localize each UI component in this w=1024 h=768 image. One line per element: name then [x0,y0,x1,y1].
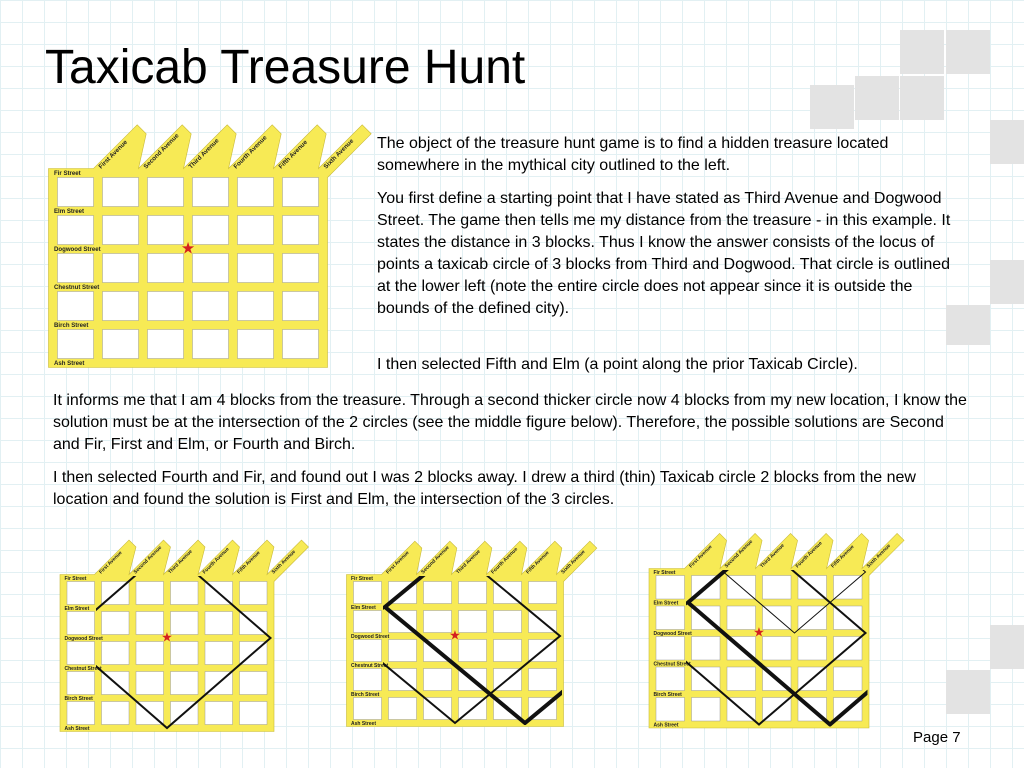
avenue-label: Third Avenue [759,542,786,570]
street-label: Birch Street [54,322,89,330]
avenue-label: Second Avenue [420,544,451,576]
city-block [834,667,863,691]
street-label: Ash Street [653,722,679,729]
street-label: Fir Street [653,569,676,576]
city-block [656,667,685,691]
avenue-label: Fifth Avenue [525,550,551,576]
second-circle-paragraph: It informs me that I am 4 blocks from the treasure. Through a second thicker circle now 4 blocks from my new location, I know the solution must be at the intersection of the 2 circles (see the middle figure below). Therefore, the possible solutions are Second and Fir, First and Elm, or Fourth and Birch. [53,392,967,453]
city-block [656,637,685,661]
avenue-label: Second Avenue [142,132,181,171]
street-label: Dogwood Street [653,630,692,637]
city-block [763,576,792,600]
avenue-label: Fifth Avenue [830,544,856,570]
street-label: Chestnut Street [653,661,691,668]
avenue-label: Fifth Avenue [277,138,310,171]
street-label: Elm Street [54,208,85,216]
star-marker: ★ [753,624,765,640]
avenue-label: Sixth Avenue [322,137,356,171]
page-number: Page 7 [913,729,961,746]
city-block [798,637,827,661]
street-label: Ash Street [351,720,377,727]
avenue-label: First Avenue [98,550,124,576]
starting-point-paragraph: You first define a starting point that I have stated as Third Avenue and Dogwood Street. The game then tells me my distance from the treasure - in this example. It states the distance in 3 blocks. Thus I know the answer consists of the locus of points a taxicab circle of 3 blocks from Third and Dogwood. That circle is outlined at the lower left (note the entire circle does not appear since it is outside the bounds of the defined city). [377,190,951,317]
avenue-label: First Avenue [97,138,130,171]
avenue-label: First Avenue [385,550,411,576]
street-label: Chestnut Street [54,284,100,292]
avenue-label: Fourth Avenue [201,546,231,576]
city-block [763,637,792,661]
city-block [727,667,756,691]
street-label: Dogwood Street [54,246,101,254]
avenue-label: Fourth Avenue [794,540,824,570]
city-block [727,606,756,630]
street-label: Elm Street [64,605,90,612]
slide-title: Taxicab Treasure Hunt [45,41,526,94]
street-label: Chestnut Street [64,665,102,672]
avenue-label: Third Avenue [167,548,194,576]
avenue-label: Sixth Avenue [865,543,893,570]
avenue-label: Third Avenue [455,548,482,576]
third-circle-paragraph: I then selected Fourth and Fir, and found out I was 2 blocks away. I drew a third (thin) Taxicab circle 2 blocks from the new location and found the solution is First and Elm, the intersection of the 3 circles. [53,469,916,508]
avenue-label: Fourth Avenue [490,546,520,576]
avenue-label: First Avenue [688,544,714,570]
star-marker: ★ [449,627,461,643]
street-label: Birch Street [351,691,380,698]
avenue-label: Sixth Avenue [560,549,587,576]
street-label: Elm Street [653,600,679,607]
street-label: Chestnut Street [351,662,389,669]
street-label: Dogwood Street [351,633,390,640]
street-label: Birch Street [653,691,682,698]
second-selection-paragraph: I then selected Fifth and Elm (a point along the prior Taxicab Circle). [377,356,858,373]
avenue-label: Third Avenue [187,137,221,171]
city-block [692,698,721,722]
street-label: Ash Street [64,725,90,732]
avenue-label: Sixth Avenue [270,549,298,576]
avenue-label: Second Avenue [723,538,755,570]
avenue-label: Fifth Avenue [236,550,262,576]
street-label: Birch Street [64,695,93,702]
street-label: Dogwood Street [64,635,103,642]
street-label: Fir Street [351,575,373,582]
avenue-label: Fourth Avenue [232,134,269,171]
intro-paragraph: The object of the treasure hunt game is to find a hidden treasure located somewhere in the mythical city outlined to the left. [377,135,889,174]
street-label: Elm Street [351,604,376,611]
city-block [692,637,721,661]
city-block [656,698,685,722]
avenue-label: Second Avenue [132,544,164,576]
street-label: Fir Street [64,575,87,582]
star-marker: ★ [180,240,196,258]
city-block [656,606,685,630]
city-block [656,576,685,600]
street-label: Fir Street [54,170,81,178]
street-label: Ash Street [54,360,85,368]
star-marker: ★ [161,629,173,645]
